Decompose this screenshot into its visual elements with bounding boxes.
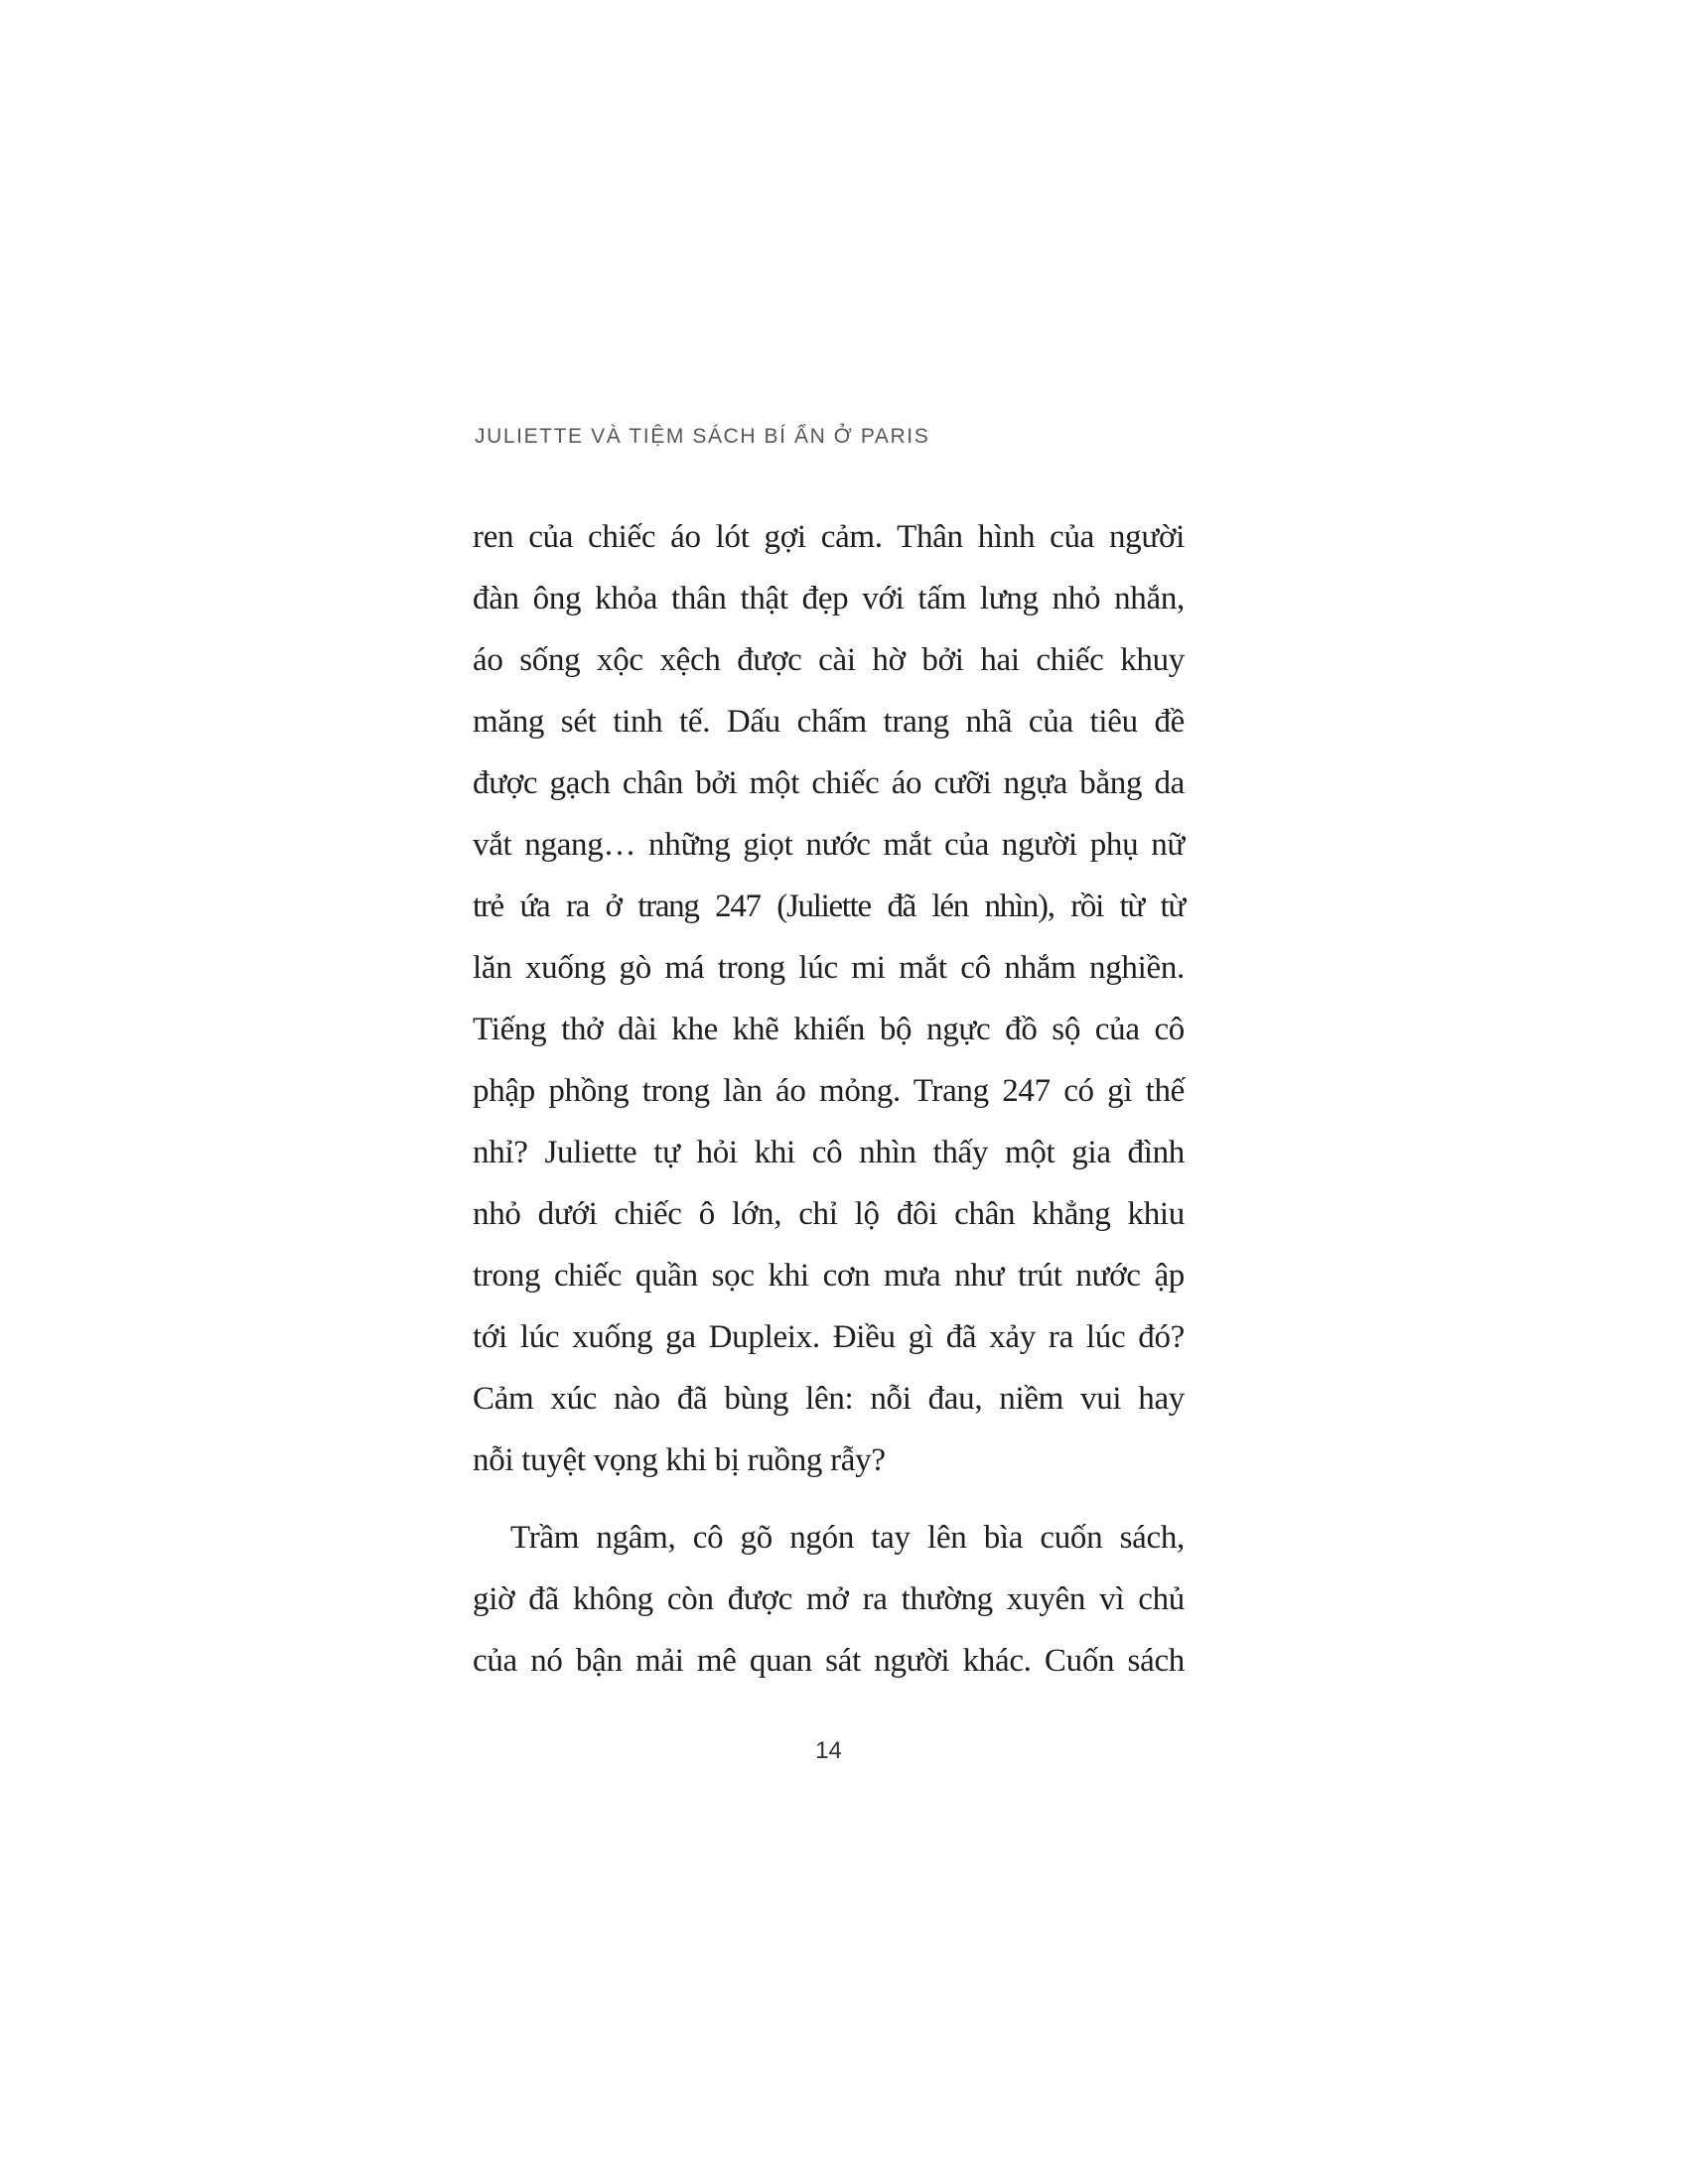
text-line: đàn ông khỏa thân thật đẹp với tấm lưng nhỏ nhắn, xyxy=(473,581,1185,616)
text-line: nhỉ? Juliette tự hỏi khi cô nhìn thấy một gia đình xyxy=(473,1135,1185,1170)
text-line: vắt ngang… những giọt nước mắt của người phụ nữ xyxy=(473,827,1185,863)
text-line: lăn xuống gò má trong lúc mi mắt cô nhắm nghiền. xyxy=(473,950,1185,986)
text-line: Trầm ngâm, cô gõ ngón tay lên bìa cuốn sách, xyxy=(510,1520,1185,1556)
text-line: tới lúc xuống ga Dupleix. Điều gì đã xảy ra lúc đó? xyxy=(473,1319,1185,1355)
page-number: 14 xyxy=(815,1737,842,1764)
text-line: phập phồng trong làn áo mỏng. Trang 247 có gì thế xyxy=(473,1073,1185,1109)
text-line: giờ đã không còn được mở ra thường xuyên vì chủ xyxy=(473,1581,1185,1617)
text-line: ren của chiếc áo lót gợi cảm. Thân hình của người xyxy=(473,519,1185,555)
text-line: của nó bận mải mê quan sát người khác. Cuốn sách xyxy=(473,1643,1185,1679)
text-line: Tiếng thở dài khe khẽ khiến bộ ngực đồ sộ của cô xyxy=(473,1012,1185,1047)
text-line: áo sống xộc xệch được cài hờ bởi hai chiếc khuy xyxy=(473,642,1185,678)
text-line: nỗi tuyệt vọng khi bị ruồng rẫy? xyxy=(473,1442,886,1478)
text-line: trong chiếc quần sọc khi cơn mưa như trút nước ập xyxy=(473,1258,1185,1294)
text-line: được gạch chân bởi một chiếc áo cưỡi ngựa bằng da xyxy=(473,765,1185,801)
text-line: nhỏ dưới chiếc ô lớn, chỉ lộ đôi chân khẳng khiu xyxy=(473,1196,1185,1232)
text-line: măng sét tinh tế. Dấu chấm trang nhã của tiêu đề xyxy=(473,704,1185,740)
body-text xyxy=(473,506,1185,1692)
text-line: trẻ ứa ra ở trang 247 (Juliette đã lén nhìn), rồi từ từ xyxy=(473,888,1185,924)
text-line: Cảm xúc nào đã bùng lên: nỗi đau, niềm vui hay xyxy=(473,1381,1185,1417)
running-head-title: JULIETTE VÀ TIỆM SÁCH BÍ ẨN Ở PARIS xyxy=(475,425,930,448)
